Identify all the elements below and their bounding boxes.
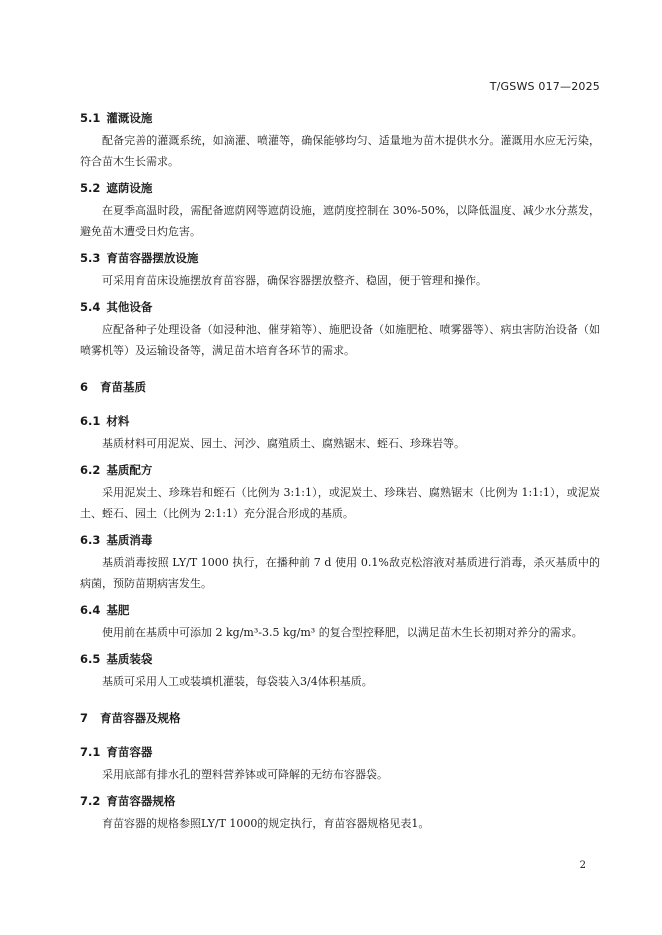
section-heading-6-1: 6.1 材料 [80,414,130,428]
section-text-6-1: 基质材料可用泥炭、园土、河沙、腐殖质土、腐熟锯末、蛭石、珍珠岩等。 [102,437,465,450]
section-heading-5-4: 5.4 其他设备 [80,300,153,314]
section-heading-6-4: 6.4 基肥 [80,603,130,617]
section-text-7-2: 育苗容器的规格参照LY/T 1000的规定执行，育苗容器规格见表1。 [102,817,430,830]
section-heading-5-2: 5.2 遮荫设施 [80,181,153,195]
section-heading-7-1: 7.1 育苗容器 [80,745,153,759]
section-text-5-2: 在夏季高温时段，需配备遮荫网等遮荫设施，遮荫度控制在 30%-50%，以降低温度、减少水分蒸发，避免苗木遭受日灼危害。 [80,204,600,238]
section-heading-6-5: 6.5 基质装袋 [80,652,153,666]
chapter-heading-7: 7 育苗容器及规格 [80,711,181,725]
section-text-5-3: 可采用育苗床设施摆放育苗容器，确保容器摆放整齐、稳固，便于管理和操作。 [102,274,487,287]
section-heading-5-1: 5.1 灌溉设施 [80,111,153,125]
section-heading-6-3: 6.3 基质消毒 [80,533,153,547]
section-text-6-4: 使用前在基质中可添加 2 kg/m³-3.5 kg/m³ 的复合型控释肥，以满足苗木生长初期对养分的需求。 [102,626,583,639]
section-text-5-4: 应配备种子处理设备（如浸种池、催芽箱等）、施肥设备（如施肥枪、喷雾器等）、病虫害防治设备（如喷雾机等）及运输设备等，满足苗木培育各环节的需求。 [80,323,600,357]
section-text-6-2: 采用泥炭土、珍珠岩和蛭石（比例为 3:1:1），或泥炭土、珍珠岩、腐熟锯末（比例为 1:1:1），或泥炭土、蛭石、园土（比例为 2:1:1）充分混合形成的基质。 [80,486,600,520]
section-text-7-1: 采用底部有排水孔的塑料营养钵或可降解的无纺布容器袋。 [102,768,388,781]
section-heading-6-2: 6.2 基质配方 [80,463,153,477]
section-heading-7-2: 7.2 育苗容器规格 [80,794,176,808]
document-body [80,106,600,834]
page-number: 2 [579,860,586,871]
document-code-header: T/GSWS 017—2025 [489,80,600,93]
section-text-5-1: 配备完善的灌溉系统，如滴灌、喷灌等，确保能够均匀、适量地为苗木提供水分。灌溉用水应无污染，符合苗木生长需求。 [80,134,600,168]
chapter-heading-6: 6 育苗基质 [80,380,147,394]
section-text-6-3: 基质消毒按照 LY/T 1000 执行，在播种前 7 d 使用 0.1%敌克松溶液对基质进行消毒，杀灭基质中的病菌，预防苗期病害发生。 [80,556,600,590]
section-text-6-5: 基质可采用人工或装填机灌装，每袋装入3/4体积基质。 [102,675,373,688]
section-heading-5-3: 5.3 育苗容器摆放设施 [80,251,199,265]
